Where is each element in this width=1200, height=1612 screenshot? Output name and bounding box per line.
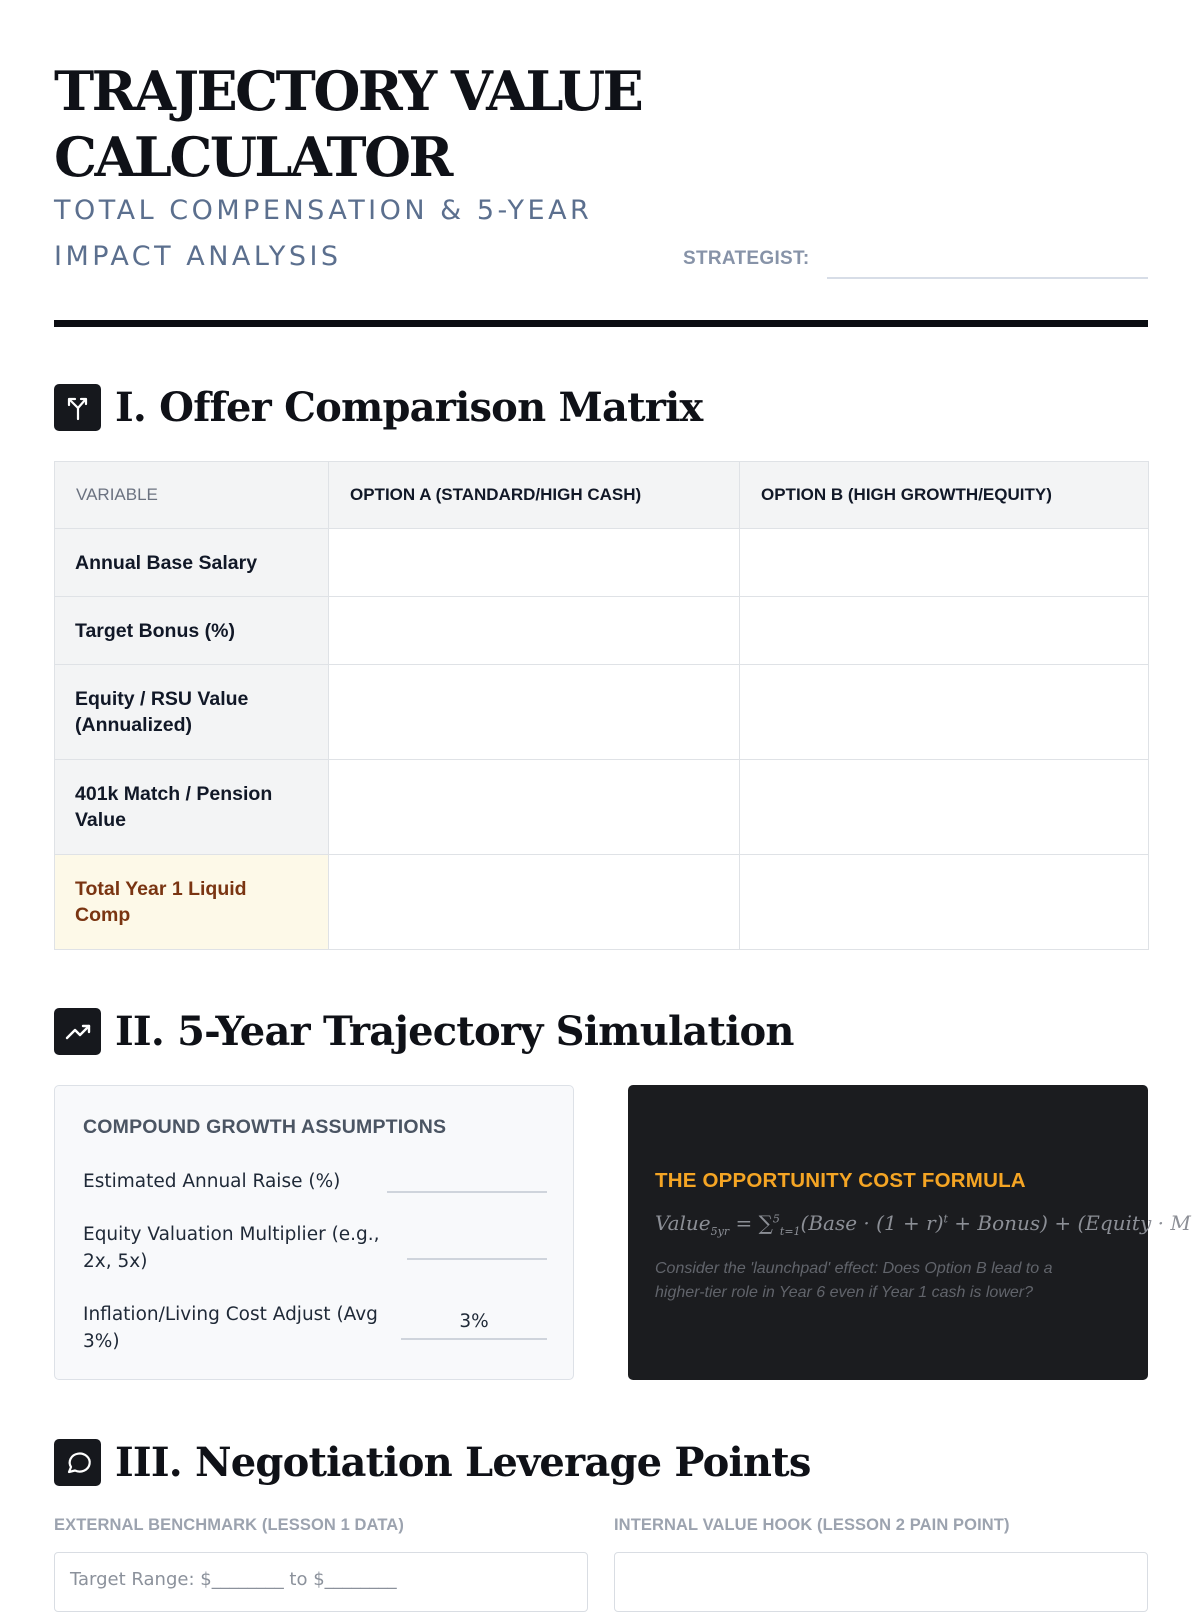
formula-note-line: Consider the 'launchpad' effect: Does Option B lead to a <box>655 1260 1053 1277</box>
equity-multiplier-input[interactable] <box>407 1258 547 1260</box>
option-b-total-input[interactable] <box>740 855 1149 950</box>
option-a-base-salary-input[interactable] <box>329 529 740 597</box>
formula-sum-upper: 5 <box>772 1212 780 1226</box>
external-benchmark-label: EXTERNAL BENCHMARK (LESSON 1 DATA) <box>54 1516 404 1534</box>
row-label-total-comp <box>55 855 329 950</box>
row-label-text: Total Year 1 Liquid <box>75 878 247 900</box>
row-label-text: Value <box>75 809 126 831</box>
section-2-heading <box>54 1008 794 1055</box>
inflation-input[interactable] <box>401 1338 547 1340</box>
external-benchmark-input[interactable] <box>54 1552 588 1612</box>
section-1-title: I. Offer Comparison Matrix <box>115 384 703 431</box>
row-label-text: Equity / RSU Value <box>75 688 249 710</box>
table-row <box>55 760 1149 855</box>
table-row-total <box>55 855 1149 950</box>
inflation-value: 3% <box>459 1311 489 1332</box>
row-label-401k <box>55 760 329 855</box>
title-line-2: CALCULATOR <box>54 125 451 189</box>
page-subtitle <box>54 188 654 280</box>
opportunity-cost-formula-card <box>628 1085 1191 1380</box>
header-divider <box>54 320 1148 327</box>
option-b-equity-input[interactable] <box>740 665 1149 760</box>
annual-raise-input[interactable] <box>387 1191 547 1193</box>
assumption-label-text: 2x, 5x) <box>83 1251 148 1272</box>
trend-up-icon <box>54 1008 101 1055</box>
strategist-label: STRATEGIST: <box>683 248 810 269</box>
assumption-label-annual-raise <box>83 1168 340 1195</box>
assumptions-title: COMPOUND GROWTH ASSUMPTIONS <box>83 1116 447 1138</box>
section-2-title: II. 5-Year Trajectory Simulation <box>115 1008 794 1055</box>
row-label-text: 401k Match / Pension <box>75 783 273 805</box>
subtitle-line-1: TOTAL COMPENSATION & 5-YEAR <box>54 195 593 226</box>
column-header-variable: VARIABLE <box>55 462 329 529</box>
option-a-401k-input[interactable] <box>329 760 740 855</box>
speech-bubble-icon <box>54 1439 101 1486</box>
section-3-heading <box>54 1439 811 1486</box>
row-label-text: Annual Base Salary <box>75 551 258 574</box>
external-benchmark-text: Target Range: $________ to $________ <box>70 1569 397 1590</box>
title-line-1: TRAJECTORY VALUE <box>54 59 642 123</box>
row-label-text: (Annualized) <box>75 714 192 736</box>
formula-equation <box>655 1211 1191 1238</box>
option-b-target-bonus-input[interactable] <box>740 597 1149 665</box>
table-row <box>55 529 1149 597</box>
formula-part-2: + Bonus) + (Equity · M <box>947 1211 1191 1235</box>
assumption-label-equity-multiplier <box>83 1221 380 1275</box>
row-label-equity <box>55 665 329 760</box>
option-a-equity-input[interactable] <box>329 665 740 760</box>
column-header-option-a: OPTION A (STANDARD/HIGH CASH) <box>329 462 740 529</box>
growth-assumptions-card <box>54 1085 574 1380</box>
formula-title: THE OPPORTUNITY COST FORMULA <box>655 1169 1026 1192</box>
row-label-text: Target Bonus (%) <box>75 619 235 642</box>
formula-exponent: t <box>943 1212 948 1226</box>
formula-sum-symbol: ∑ <box>758 1211 773 1235</box>
formula-equals: = <box>735 1211 753 1235</box>
section-3-title: III. Negotiation Leverage Points <box>115 1439 811 1486</box>
table-row <box>55 665 1149 760</box>
row-label-base-salary <box>55 529 329 597</box>
subtitle-line-2: IMPACT ANALYSIS <box>54 241 342 272</box>
assumption-label-text: 3%) <box>83 1331 120 1352</box>
formula-lhs: Value <box>655 1211 711 1235</box>
assumption-label-text: Estimated Annual Raise (%) <box>83 1171 341 1192</box>
option-b-401k-input[interactable] <box>740 760 1149 855</box>
formula-sum-lower: t=1 <box>779 1225 801 1238</box>
formula-part-1: (Base · (1 + r) <box>800 1211 944 1235</box>
formula-note-line: higher-tier role in Year 6 even if Year 1 cash is lower? <box>655 1284 1033 1301</box>
option-a-target-bonus-input[interactable] <box>329 597 740 665</box>
table-row <box>55 597 1149 665</box>
row-label-target-bonus <box>55 597 329 665</box>
row-label-text: Comp <box>75 904 131 926</box>
table-header-row <box>55 462 1149 529</box>
assumption-label-inflation <box>83 1301 378 1355</box>
offer-comparison-table <box>54 461 1149 950</box>
formula-note <box>655 1257 1115 1305</box>
assumption-label-text: Inflation/Living Cost Adjust (Avg <box>83 1304 378 1325</box>
section-1-heading <box>54 384 702 431</box>
page-title <box>54 58 674 190</box>
strategist-input[interactable] <box>827 277 1148 279</box>
internal-value-hook-input[interactable] <box>614 1552 1148 1612</box>
column-header-option-b: OPTION B (HIGH GROWTH/EQUITY) <box>740 462 1149 529</box>
internal-value-hook-label: INTERNAL VALUE HOOK (LESSON 2 PAIN POINT) <box>614 1516 1010 1534</box>
option-a-total-input[interactable] <box>329 855 740 950</box>
split-arrow-icon <box>54 384 101 431</box>
option-b-base-salary-input[interactable] <box>740 529 1149 597</box>
formula-lhs-subscript: 5yr <box>710 1225 730 1238</box>
assumption-label-text: Equity Valuation Multiplier (e.g., <box>83 1224 380 1245</box>
